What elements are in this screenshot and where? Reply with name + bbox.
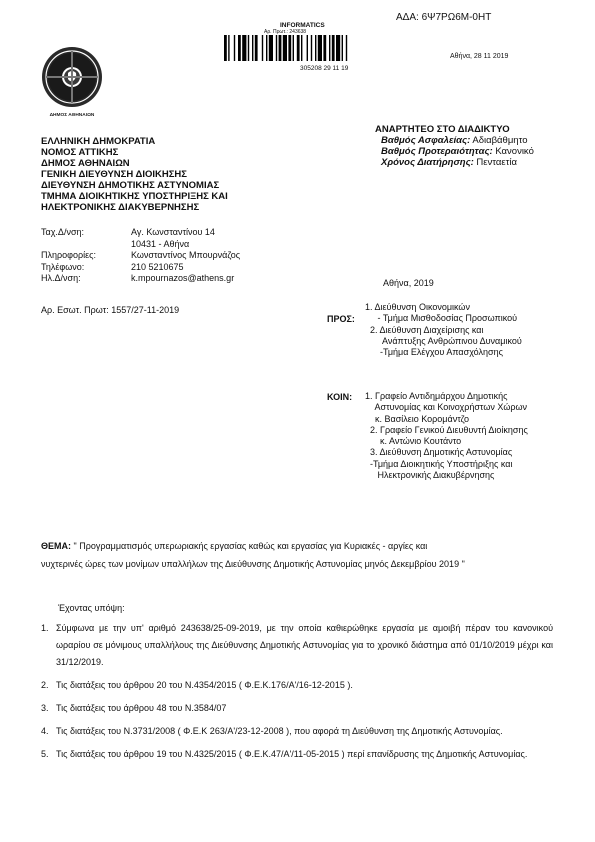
list-item-text: Σύμφωνα με την υπ' αριθμό 243638/25-09-2019, με την οποία καθιερώθηκε εργασία με αμοιβή πέραν του κανονικού ωραρίου σε μόνιμους υπαλλήλους της Διεύθυνσης Δημοτικής Αστυνομίας για το χρονικό διάστημα από 01/10/2019 μέχρι και 31/12/2019. bbox=[56, 623, 553, 667]
publish-row bbox=[375, 146, 534, 157]
barcode-bar bbox=[269, 35, 273, 61]
list-item bbox=[41, 746, 553, 763]
contact-value: Αγ. Κωνσταντίνου 14 bbox=[131, 227, 215, 237]
publish-row-label: Βαθμός Ασφαλείας: bbox=[381, 135, 471, 146]
contact-value: Κωνσταντίνος Μπουρνάζος bbox=[131, 250, 241, 260]
barcode-bar bbox=[255, 35, 258, 61]
contact-label: Τηλέφωνο: bbox=[41, 261, 85, 272]
list-item-number: 2. bbox=[41, 680, 49, 690]
org-line: ΔΙΕΥΘΥΝΣΗ ΔΗΜΟΤΙΚΗΣ ΑΣΤΥΝΟΜΙΑΣ bbox=[41, 180, 220, 191]
barcode-bar bbox=[224, 35, 227, 61]
list-item bbox=[41, 620, 553, 671]
organization-heading bbox=[41, 136, 228, 213]
barcode-bar bbox=[297, 35, 300, 61]
barcode-bar bbox=[315, 35, 316, 61]
subject-block bbox=[41, 537, 465, 573]
ada-code: ΑΔΑ: 6Ψ7ΡΩ6Μ-0ΗΤ bbox=[396, 12, 492, 23]
considering-heading: Έχοντας υπόψη: bbox=[58, 603, 125, 613]
recipient-line: 1. Διεύθυνση Οικονομικών bbox=[365, 302, 470, 312]
publish-row-value: Αδιαβάθμητο bbox=[470, 135, 528, 146]
barcode-bar bbox=[262, 35, 263, 61]
publish-header: ΑΝΑΡΤΗΤΕΟ ΣΤΟ ΔΙΑΔΙΚΤΥΟ bbox=[375, 124, 510, 135]
barcode-number: 305208 29 11 19 bbox=[300, 65, 349, 72]
barcode-bar bbox=[318, 35, 322, 61]
recipients-label: ΠΡΟΣ: bbox=[327, 314, 355, 324]
cc-line: Αστυνομίας και Κοινοχρήστων Χώρων bbox=[365, 402, 528, 413]
municipality-logo bbox=[40, 45, 104, 121]
barcode-bar bbox=[238, 35, 241, 61]
publish-row-value: Κανονικό bbox=[492, 146, 534, 157]
barcode-bar bbox=[323, 35, 326, 61]
list-item-number: 1. bbox=[41, 623, 49, 633]
cc-line: 3. Διεύθυνση Δημοτικής Αστυνομίας bbox=[365, 447, 513, 458]
org-line: ΤΜΗΜΑ ΔΙΟΙΚΗΤΙΚΗΣ ΥΠΟΣΤΗΡΙΞΗΣ ΚΑΙ bbox=[41, 191, 228, 202]
recipient-line: Ανάπτυξης Ανθρώπινου Δυναμικού bbox=[365, 335, 522, 346]
cc-line: κ. Βασίλειο Κορομάντζο bbox=[365, 413, 469, 424]
barcode-bar bbox=[242, 35, 246, 61]
barcode-bar bbox=[288, 35, 291, 61]
barcode-title: INFORMATICS bbox=[280, 22, 325, 29]
barcode-bar bbox=[234, 35, 235, 61]
barcode-bar bbox=[276, 35, 277, 61]
publish-row bbox=[375, 135, 534, 146]
cc-label: ΚΟΙΝ: bbox=[327, 392, 353, 402]
barcode-bar bbox=[311, 35, 312, 61]
publish-row-value: Πενταετία bbox=[473, 157, 517, 168]
stamp-date: Αθήνα, 28 11 2019 bbox=[450, 53, 509, 60]
contact-value: 210 5210675 bbox=[131, 261, 184, 272]
subject-line-1: " Προγραμματισμός υπερωριακής εργασίας καθώς και εργασίας για Κυριακές - αργίες και bbox=[71, 541, 428, 551]
publish-row-label: Χρόνος Διατήρησης: bbox=[381, 157, 474, 168]
contact-label: Πληροφορίες: bbox=[41, 250, 96, 260]
contact-value: 10431 - Αθήνα bbox=[131, 238, 190, 249]
list-item-number: 3. bbox=[41, 703, 49, 713]
recipient-line: -Τμήμα Ελέγχου Απασχόλησης bbox=[365, 347, 503, 358]
org-line: ΓΕΝΙΚΗ ΔΙΕΥΘΥΝΣΗ ΔΙΟΙΚΗΣΗΣ bbox=[41, 169, 187, 180]
barcode-icon bbox=[224, 35, 392, 61]
barcode-bar bbox=[266, 35, 267, 61]
list-item-number: 5. bbox=[41, 749, 49, 759]
publication-block bbox=[375, 124, 534, 168]
publish-row bbox=[375, 157, 534, 168]
barcode-bar bbox=[301, 35, 302, 61]
cc-line: 1. Γραφείο Αντιδημάρχου Δημοτικής bbox=[365, 391, 508, 401]
list-item-number: 4. bbox=[41, 726, 49, 736]
list-item-text: Τις διατάξεις του άρθρου 20 του Ν.4354/2015 ( Φ.Ε.Κ.176/Α'/16-12-2015 ). bbox=[56, 680, 353, 690]
list-item bbox=[41, 677, 553, 694]
recipient-line: 2. Διεύθυνση Διαχείρισης και bbox=[365, 324, 484, 335]
barcode-bar bbox=[346, 35, 347, 61]
list-item-text: Τις διατάξεις του Ν.3731/2008 ( Φ.Ε.Κ 263/Α'/23-12-2008 ), που αφορά τη Διεύθυνση της Δημοτικής Αστυνομίας. bbox=[56, 726, 503, 736]
barcode-stamp bbox=[222, 22, 398, 72]
cc-list bbox=[365, 391, 528, 481]
contact-label: Ηλ.Δ/νση: bbox=[41, 273, 81, 283]
org-line: ΔΗΜΟΣ ΑΘΗΝΑΙΩΝ bbox=[41, 158, 130, 169]
cc-line: Ηλεκτρονικής Διακυβέρνησης bbox=[365, 470, 495, 481]
contact-label: Ταχ.Δ/νση: bbox=[41, 227, 85, 237]
athens-municipality-emblem-icon bbox=[40, 45, 104, 121]
barcode-bar bbox=[336, 35, 340, 61]
cc-line: -Τμήμα Διοικητικής Υποστήριξης και bbox=[365, 458, 513, 469]
document-date: Αθήνα, 2019 bbox=[383, 278, 434, 288]
recipients-list bbox=[365, 302, 522, 358]
barcode-bar bbox=[307, 35, 308, 61]
logo-caption: ΔΗΜΟΣ ΑΘΗΝΑΙΩΝ bbox=[49, 113, 95, 118]
barcode-bar bbox=[252, 35, 253, 61]
barcode-bar bbox=[329, 35, 330, 61]
publish-row-label: Βαθμός Προτεραιότητας: bbox=[381, 146, 493, 157]
protocol-number: Αρ. Εσωτ. Πρωτ: 1557/27-11-2019 bbox=[41, 305, 180, 315]
barcode-bar bbox=[228, 35, 229, 61]
org-line: ΗΛΕΚΤΡΟΝΙΚΗΣ ΔΙΑΚΥΒΕΡΝΗΣΗΣ bbox=[41, 202, 200, 213]
cc-line: κ. Αντώνιο Κουτάντο bbox=[365, 436, 462, 447]
list-item bbox=[41, 723, 553, 740]
recipient-line: - Τμήμα Μισθοδοσίας Προσωπικού bbox=[365, 313, 518, 324]
org-line: ΝΟΜΟΣ ΑΤΤΙΚΗΣ bbox=[41, 147, 119, 158]
barcode-bar bbox=[248, 35, 249, 61]
barcode-bar bbox=[293, 35, 294, 61]
list-item bbox=[41, 700, 553, 717]
barcode-subtitle: Αρ. Πρωτ.: 243638 bbox=[264, 29, 307, 35]
considerations-list bbox=[41, 620, 553, 769]
contact-value: k.mpournazos@athens.gr bbox=[131, 273, 235, 283]
org-line: ΕΛΛΗΝΙΚΗ ΔΗΜΟΚΡΑΤΙΑ bbox=[41, 136, 156, 147]
cc-line: 2. Γραφείο Γενικού Διευθυντή Διοίκησης bbox=[365, 424, 528, 435]
barcode-bar bbox=[342, 35, 343, 61]
list-item-text: Τις διατάξεις του άρθρου 19 του Ν.4325/2015 ( Φ.Ε.Κ.47/Α'/11-05-2015 ) περί επανίδρυσης της Δημοτικής Αστυνομίας. bbox=[56, 749, 528, 759]
barcode-bar bbox=[332, 35, 335, 61]
subject-line-2: νυχτερινές ώρες των μονίμων υπαλλήλων της Διεύθυνσης Δημοτικής Αστυνομίας μηνός Δεκεμβρίου 2019 " bbox=[41, 559, 465, 569]
barcode-bar bbox=[283, 35, 287, 61]
subject-label: ΘΕΜΑ: bbox=[41, 541, 71, 551]
barcode-bar bbox=[279, 35, 282, 61]
list-item-text: Τις διατάξεις του άρθρου 48 του Ν.3584/07 bbox=[56, 703, 227, 713]
